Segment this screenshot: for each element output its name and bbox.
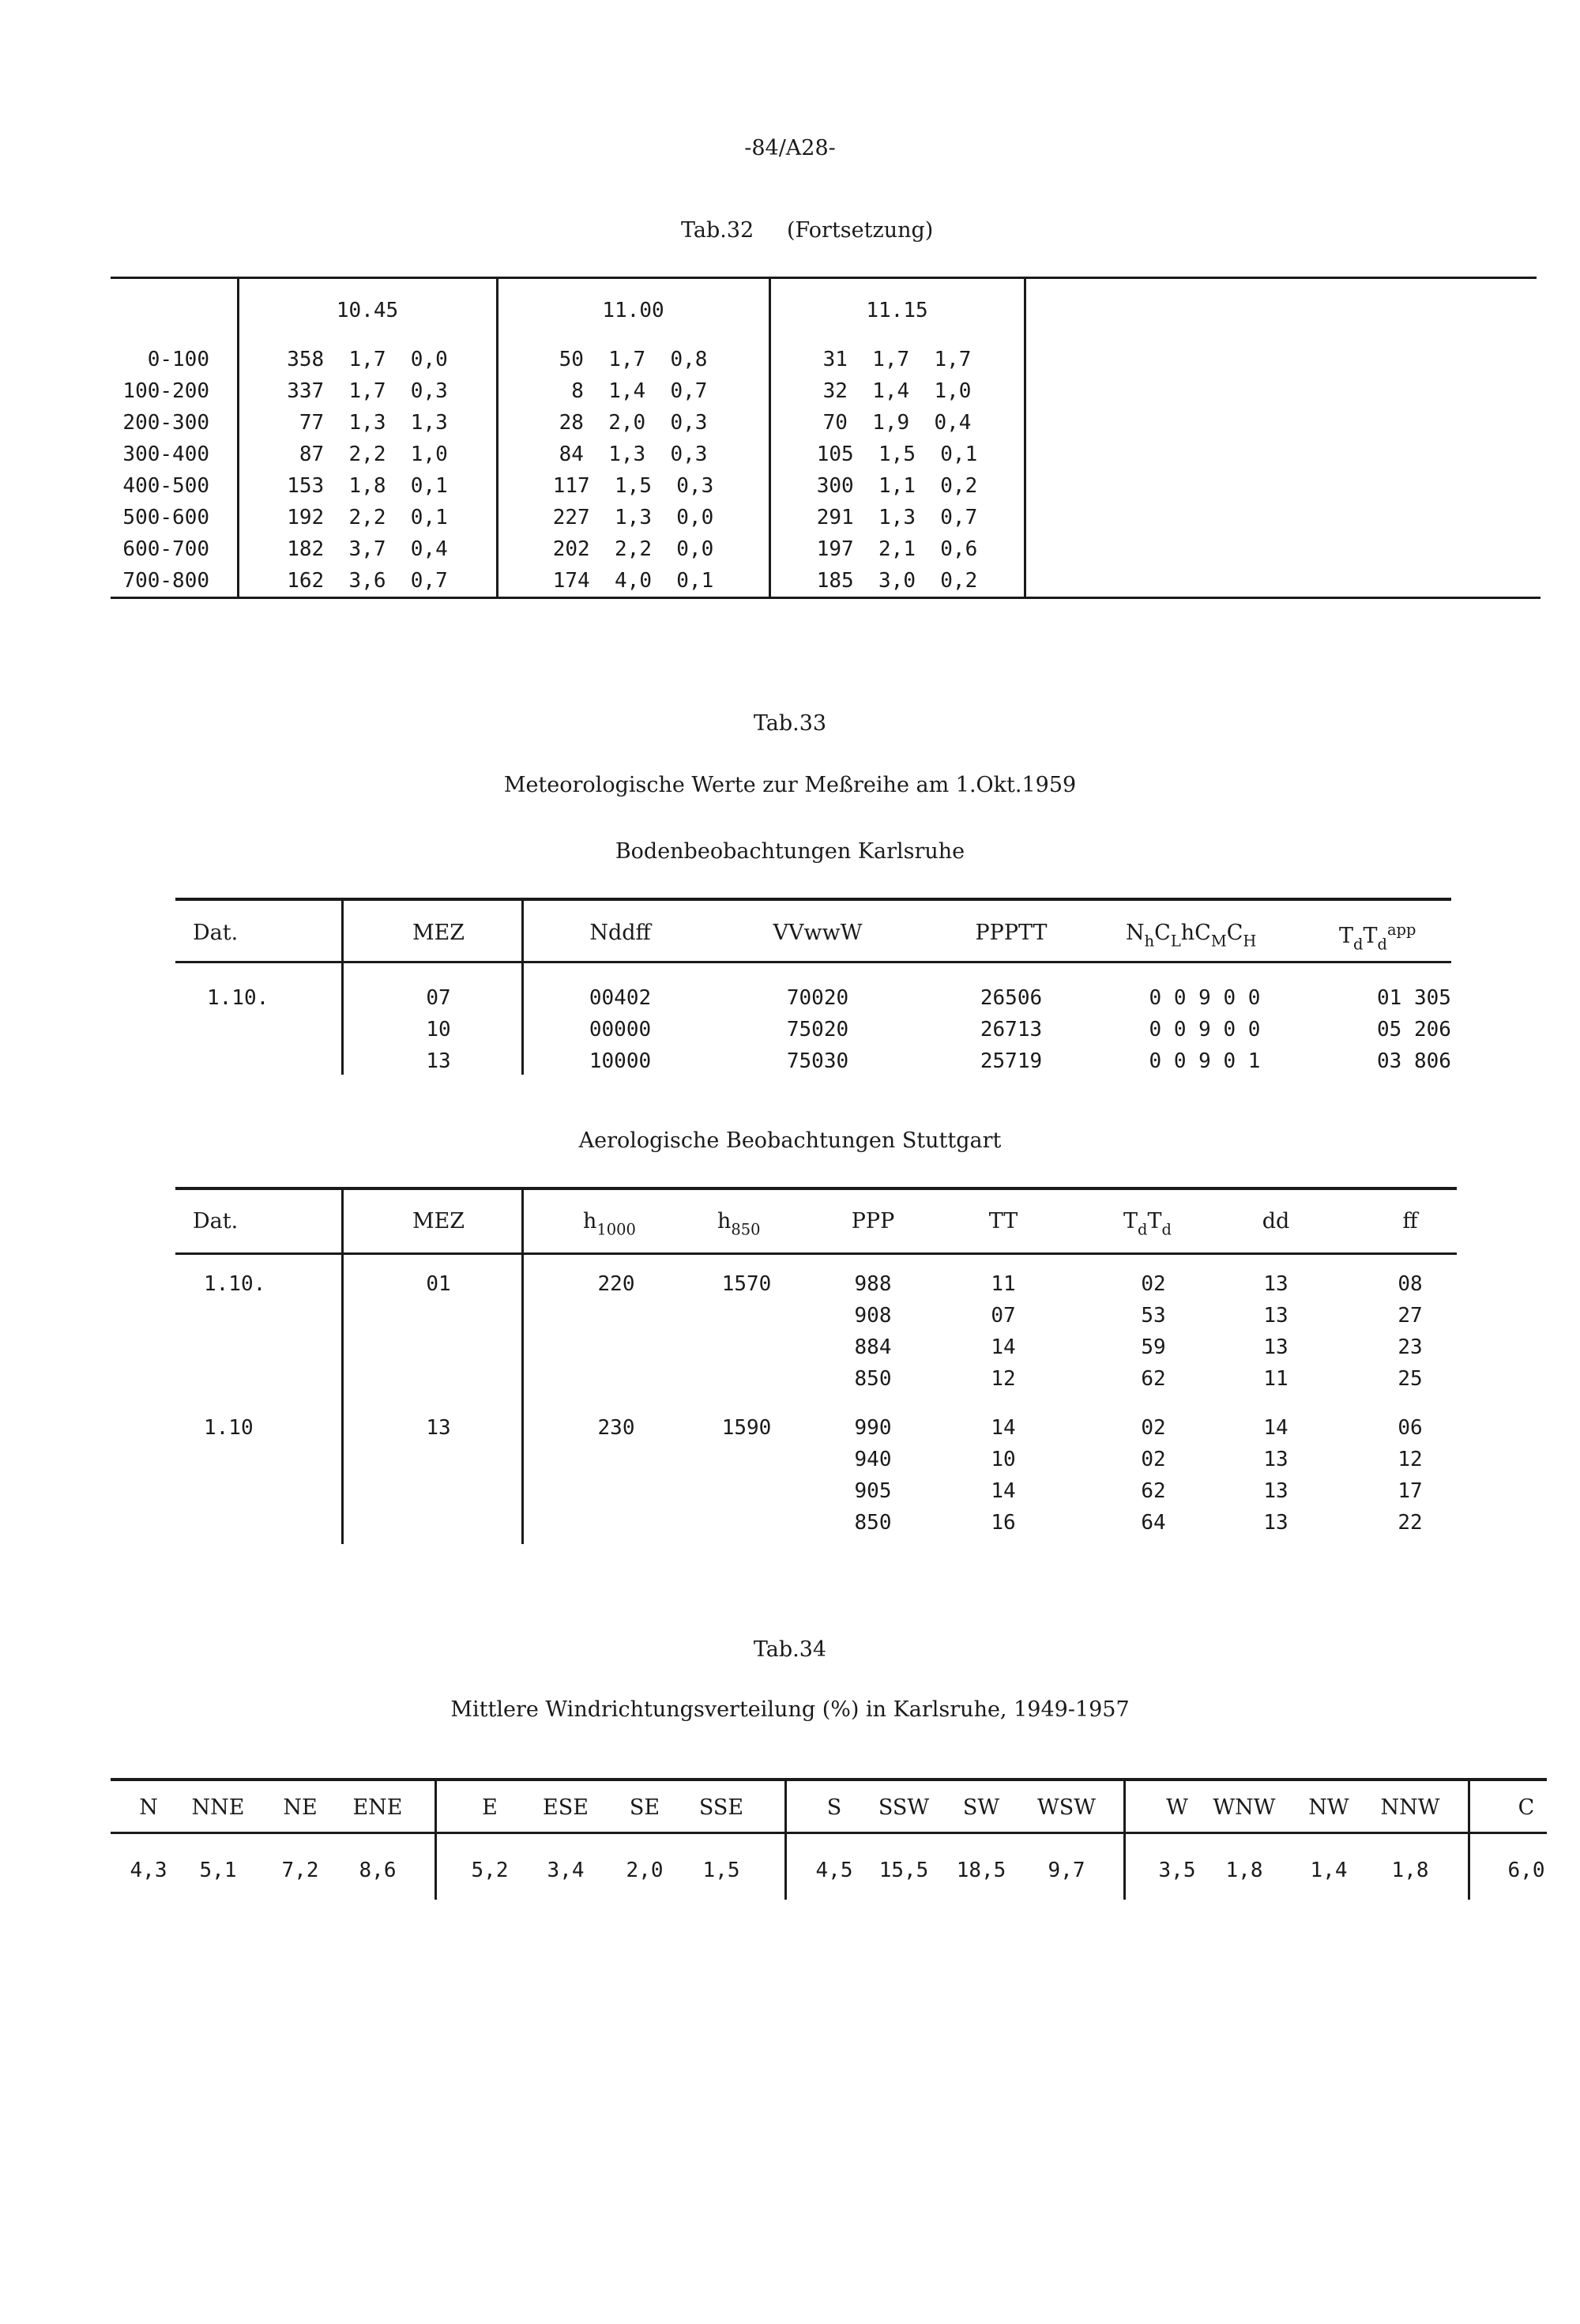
boden-header-vvwww: VVwwW: [773, 921, 863, 945]
aero-ff-cell: 08: [1398, 1272, 1423, 1296]
wind-percentage-value: 4,3: [130, 1859, 167, 1882]
tab32-value-cell: 153 1,8 0,1: [287, 474, 448, 498]
wind-percentage-value: 18,5: [956, 1859, 1006, 1882]
tab32-value-cell: 50 1,7 0,8: [559, 348, 708, 371]
wind-direction-header: N: [139, 1795, 158, 1820]
boden-vvwww-cell: 75020: [786, 1018, 849, 1041]
boden-t-cell: 05 206: [1377, 1018, 1451, 1041]
wind-percentage-value: 6,0: [1507, 1859, 1545, 1882]
aero-header-ff: ff: [1402, 1209, 1418, 1234]
aero-tdtd-cell: 62: [1141, 1367, 1166, 1391]
tab32-value-cell: 197 2,1 0,6: [816, 537, 978, 561]
tab32-value-cell: 202 2,2 0,0: [552, 537, 714, 561]
aero-tt-cell: 12: [991, 1367, 1016, 1391]
boden-mez-cell: 10: [426, 1018, 451, 1041]
boden-header-clouds-c: C: [1194, 921, 1211, 945]
boden-heading: Bodenbeobachtungen Karlsruhe: [615, 839, 965, 864]
aero-dd-cell: 13: [1263, 1479, 1288, 1503]
aero-ppp-cell: 940: [854, 1448, 892, 1471]
boden-header-mez: MEZ: [412, 921, 465, 945]
wind-percentage-value: 1,8: [1391, 1859, 1429, 1882]
tab32-vline: [1024, 278, 1026, 598]
boden-n-cell: 0 0 9 0 0: [1149, 986, 1261, 1010]
tab32-range-cell: 300-400: [122, 443, 209, 466]
tab32-range-cell: 700-800: [122, 569, 209, 593]
aero-tdtd-cell: 59: [1141, 1335, 1166, 1359]
wind-percentage-value: 5,1: [199, 1859, 237, 1882]
tab32-time-header: 11.00: [602, 299, 664, 322]
aero-tdtd-cell: 02: [1141, 1448, 1166, 1471]
aero-date: 1.10.: [204, 1272, 266, 1296]
aero-date: 1.10: [204, 1416, 254, 1440]
wind-direction-header: ESE: [543, 1795, 589, 1820]
tab32-subtitle: (Fortsetzung): [787, 218, 934, 243]
wind-percentage-value: 15,5: [878, 1859, 929, 1882]
aero-ppp-cell: 850: [854, 1511, 892, 1535]
boden-nddff-cell: 00000: [589, 1018, 652, 1041]
wind-direction-header: NW: [1308, 1795, 1349, 1820]
boden-header-temp-t: T: [1363, 924, 1378, 948]
aero-ppp-cell: 990: [854, 1416, 892, 1440]
aero-ppp-cell: 908: [854, 1304, 892, 1328]
aero-header-sub: 1000: [596, 1220, 636, 1239]
wind-percentage-value: 1,8: [1225, 1859, 1263, 1882]
aero-tt-cell: 14: [991, 1335, 1016, 1359]
boden-header-ppptt: PPPTT: [975, 921, 1048, 945]
aero-header-ppp: PPP: [851, 1209, 895, 1234]
wind-direction-header: W: [1166, 1795, 1188, 1820]
tab34-vline: [434, 1780, 437, 1900]
boden-ppptt-cell: 25719: [980, 1049, 1043, 1073]
tab32-value-cell: 185 3,0 0,2: [816, 569, 978, 593]
aero-mez: 01: [426, 1272, 451, 1296]
tab34-vline: [1123, 1780, 1126, 1900]
boden-header-dat: Dat.: [193, 921, 239, 945]
aero-header-mez: MEZ: [412, 1209, 465, 1234]
tab32-range-cell: 0-100: [147, 348, 209, 371]
aero-tdtd-cell: 62: [1141, 1479, 1166, 1503]
tab32-range-cell: 500-600: [122, 506, 209, 529]
tab32-value-cell: 300 1,1 0,2: [816, 474, 978, 498]
aero-ppp-cell: 884: [854, 1335, 892, 1359]
tab32-value-cell: 84 1,3 0,3: [559, 443, 708, 466]
boden-vline: [521, 899, 524, 1075]
aero-ff-cell: 27: [1398, 1304, 1423, 1328]
aero-heading: Aerologische Beobachtungen Stuttgart: [578, 1128, 1002, 1153]
boden-n-cell: 0 0 9 0 0: [1149, 1018, 1261, 1041]
wind-direction-header: NNE: [191, 1795, 245, 1820]
wind-percentage-value: 9,7: [1048, 1859, 1085, 1882]
tab32-value-cell: 291 1,3 0,7: [816, 506, 978, 529]
boden-header-temp: [1339, 921, 1416, 954]
tab32-value-cell: 77 1,3 1,3: [287, 411, 448, 435]
aero-header-sub: d: [1161, 1220, 1172, 1239]
aero-h1000: 230: [597, 1416, 635, 1440]
boden-header-clouds-sub: h: [1144, 932, 1155, 951]
aero-header-h850: [717, 1209, 761, 1239]
boden-header-temp-sub: d: [1377, 935, 1387, 954]
tab32-value-cell: 32 1,4 1,0: [822, 379, 972, 403]
tab32-range-cell: 100-200: [122, 379, 209, 403]
aero-header-sub: d: [1138, 1220, 1148, 1239]
tab32-value-cell: 31 1,7 1,7: [822, 348, 972, 371]
aero-header-dd: dd: [1262, 1209, 1290, 1234]
aero-ppp-cell: 850: [854, 1367, 892, 1391]
tab32-value-cell: 87 2,2 1,0: [287, 443, 448, 466]
wind-direction-header: S: [826, 1795, 842, 1820]
aero-tdtd-cell: 53: [1141, 1304, 1166, 1328]
aero-tdtd-cell: 02: [1141, 1272, 1166, 1296]
wind-direction-header: WNW: [1213, 1795, 1276, 1820]
tab32-value-cell: 337 1,7 0,3: [287, 379, 448, 403]
boden-header-clouds-sub: M: [1210, 932, 1227, 951]
aero-ff-cell: 17: [1398, 1479, 1423, 1503]
tab32-value-cell: 70 1,9 0,4: [822, 411, 972, 435]
aero-ff-cell: 22: [1398, 1511, 1423, 1535]
aero-ff-cell: 25: [1398, 1367, 1423, 1391]
aero-h850: 1590: [721, 1416, 772, 1440]
tab32-value-cell: 192 2,2 0,1: [287, 506, 448, 529]
wind-direction-header: SE: [629, 1795, 660, 1820]
wind-percentage-value: 7,2: [281, 1859, 319, 1882]
wind-direction-header: NNW: [1380, 1795, 1440, 1820]
aero-dd-cell: 13: [1263, 1335, 1288, 1359]
wind-direction-header: SSW: [878, 1795, 930, 1820]
boden-header-clouds-sub: H: [1243, 932, 1257, 951]
boden-vvwww-cell: 75030: [786, 1049, 849, 1073]
tab32-value-cell: 28 2,0 0,3: [559, 411, 708, 435]
boden-vline: [341, 899, 344, 1075]
aero-tt-cell: 10: [991, 1448, 1016, 1471]
tab32-range-cell: 400-500: [122, 474, 209, 498]
wind-percentage-value: 8,6: [359, 1859, 397, 1882]
wind-direction-header: C: [1518, 1795, 1535, 1820]
boden-date: 1.10.: [207, 986, 269, 1010]
tab32-range-cell: 600-700: [122, 537, 209, 561]
boden-header-clouds-sub: L: [1170, 932, 1181, 951]
aero-tdtd-cell: 02: [1141, 1416, 1166, 1440]
boden-nddff-cell: 10000: [589, 1049, 652, 1073]
wind-percentage-value: 3,4: [547, 1859, 585, 1882]
boden-header-rule: [175, 961, 1451, 963]
aero-header-sub: 850: [731, 1220, 761, 1239]
aero-mez: 13: [426, 1416, 451, 1440]
aero-dd-cell: 13: [1263, 1448, 1288, 1471]
tab32-time-header: 10.45: [336, 299, 399, 322]
aero-dd-cell: 13: [1263, 1511, 1288, 1535]
aero-tt-cell: 07: [991, 1304, 1016, 1328]
boden-header-clouds-c: C: [1154, 921, 1171, 945]
wind-percentage-value: 5,2: [471, 1859, 509, 1882]
tab34-title: Tab.34: [753, 1637, 827, 1662]
tab33-title: Tab.33: [753, 711, 827, 736]
tab34-vline: [1468, 1780, 1470, 1900]
boden-header-temp-sub: d: [1353, 935, 1364, 954]
aero-header-tt: TT: [988, 1209, 1018, 1234]
tab32-value-cell: 174 4,0 0,1: [552, 569, 714, 593]
aero-ff-cell: 06: [1398, 1416, 1423, 1440]
aero-dd-cell: 14: [1263, 1416, 1288, 1440]
wind-direction-header: ENE: [352, 1795, 403, 1820]
aero-header-tdtd: [1123, 1209, 1172, 1239]
aero-dd-cell: 11: [1263, 1367, 1288, 1391]
boden-mez-cell: 13: [426, 1049, 451, 1073]
boden-nddff-cell: 00402: [589, 986, 652, 1010]
tab32-value-cell: 8 1,4 0,7: [559, 379, 708, 403]
wind-direction-header: WSW: [1037, 1795, 1096, 1820]
aero-tt-cell: 14: [991, 1479, 1016, 1503]
tab32-range-cell: 200-300: [122, 411, 209, 435]
tab32-bottom-rule: [111, 597, 1540, 599]
aero-h1000: 220: [597, 1272, 635, 1296]
tab32-value-cell: 227 1,3 0,0: [552, 506, 714, 529]
boden-t-cell: 01 305: [1377, 986, 1451, 1010]
aero-header-h: h: [717, 1209, 732, 1234]
tab34-vline: [784, 1780, 787, 1900]
tab32-time-header: 11.15: [866, 299, 928, 322]
aero-dd-cell: 13: [1263, 1304, 1288, 1328]
aero-header-t: T: [1147, 1209, 1162, 1234]
boden-ppptt-cell: 26506: [980, 986, 1043, 1010]
boden-header-clouds: [1126, 921, 1256, 951]
aero-vline: [341, 1188, 344, 1544]
tab32-value-cell: 105 1,5 0,1: [816, 443, 978, 466]
aero-header-rule: [175, 1252, 1457, 1255]
tab32-title: Tab.32: [681, 218, 754, 243]
aero-tt-cell: 16: [991, 1511, 1016, 1535]
tab32-value-cell: 162 3,6 0,7: [287, 569, 448, 593]
wind-percentage-value: 1,5: [702, 1859, 740, 1882]
wind-direction-header: NE: [283, 1795, 318, 1820]
wind-direction-header: SW: [962, 1795, 1000, 1820]
boden-header-temp-sup: app: [1386, 921, 1416, 939]
page-number: -84/A28-: [744, 136, 836, 160]
boden-t-cell: 03 806: [1377, 1049, 1451, 1073]
tab34-top-rule: [111, 1778, 1547, 1781]
tab34-caption: Mittlere Windrichtungsverteilung (%) in Karlsruhe, 1949-1957: [450, 1697, 1130, 1722]
aero-tt-cell: 14: [991, 1416, 1016, 1440]
aero-header-t: T: [1123, 1209, 1138, 1234]
boden-header-clouds-n: N: [1126, 921, 1145, 945]
wind-percentage-value: 1,4: [1310, 1859, 1348, 1882]
boden-ppptt-cell: 26713: [980, 1018, 1043, 1041]
tab32-value-cell: 358 1,7 0,0: [287, 348, 448, 371]
aero-header-h1000: [583, 1209, 636, 1239]
wind-percentage-value: 4,5: [815, 1859, 853, 1882]
wind-percentage-value: 2,0: [626, 1859, 664, 1882]
boden-header-nddff: Nddff: [589, 921, 651, 945]
aero-dd-cell: 13: [1263, 1272, 1288, 1296]
boden-vvwww-cell: 70020: [786, 986, 849, 1010]
aero-ppp-cell: 988: [854, 1272, 892, 1296]
aero-h850: 1570: [721, 1272, 772, 1296]
boden-header-clouds-c: C: [1226, 921, 1243, 945]
aero-tdtd-cell: 64: [1141, 1511, 1166, 1535]
aero-header-dat: Dat.: [193, 1209, 239, 1234]
aero-top-rule: [175, 1187, 1457, 1190]
aero-ppp-cell: 905: [854, 1479, 892, 1503]
wind-direction-header: E: [482, 1795, 498, 1820]
boden-top-rule: [175, 898, 1451, 901]
tab32-top-rule: [111, 277, 1537, 279]
wind-percentage-value: 3,5: [1158, 1859, 1196, 1882]
boden-header-temp-t: T: [1339, 924, 1354, 948]
wind-direction-header: SSE: [698, 1795, 744, 1820]
tab32-value-cell: 117 1,5 0,3: [552, 474, 714, 498]
tab33-caption: Meteorologische Werte zur Meßreihe am 1.Okt.1959: [503, 773, 1077, 797]
boden-header-clouds-h: h: [1180, 921, 1195, 945]
aero-header-h: h: [583, 1209, 597, 1234]
aero-vline: [521, 1188, 524, 1544]
aero-ff-cell: 12: [1398, 1448, 1423, 1471]
aero-tt-cell: 11: [991, 1272, 1016, 1296]
tab34-header-rule: [111, 1832, 1547, 1834]
aero-ff-cell: 23: [1398, 1335, 1423, 1359]
boden-n-cell: 0 0 9 0 1: [1149, 1049, 1261, 1073]
tab32-value-cell: 182 3,7 0,4: [287, 537, 448, 561]
boden-mez-cell: 07: [426, 986, 451, 1010]
